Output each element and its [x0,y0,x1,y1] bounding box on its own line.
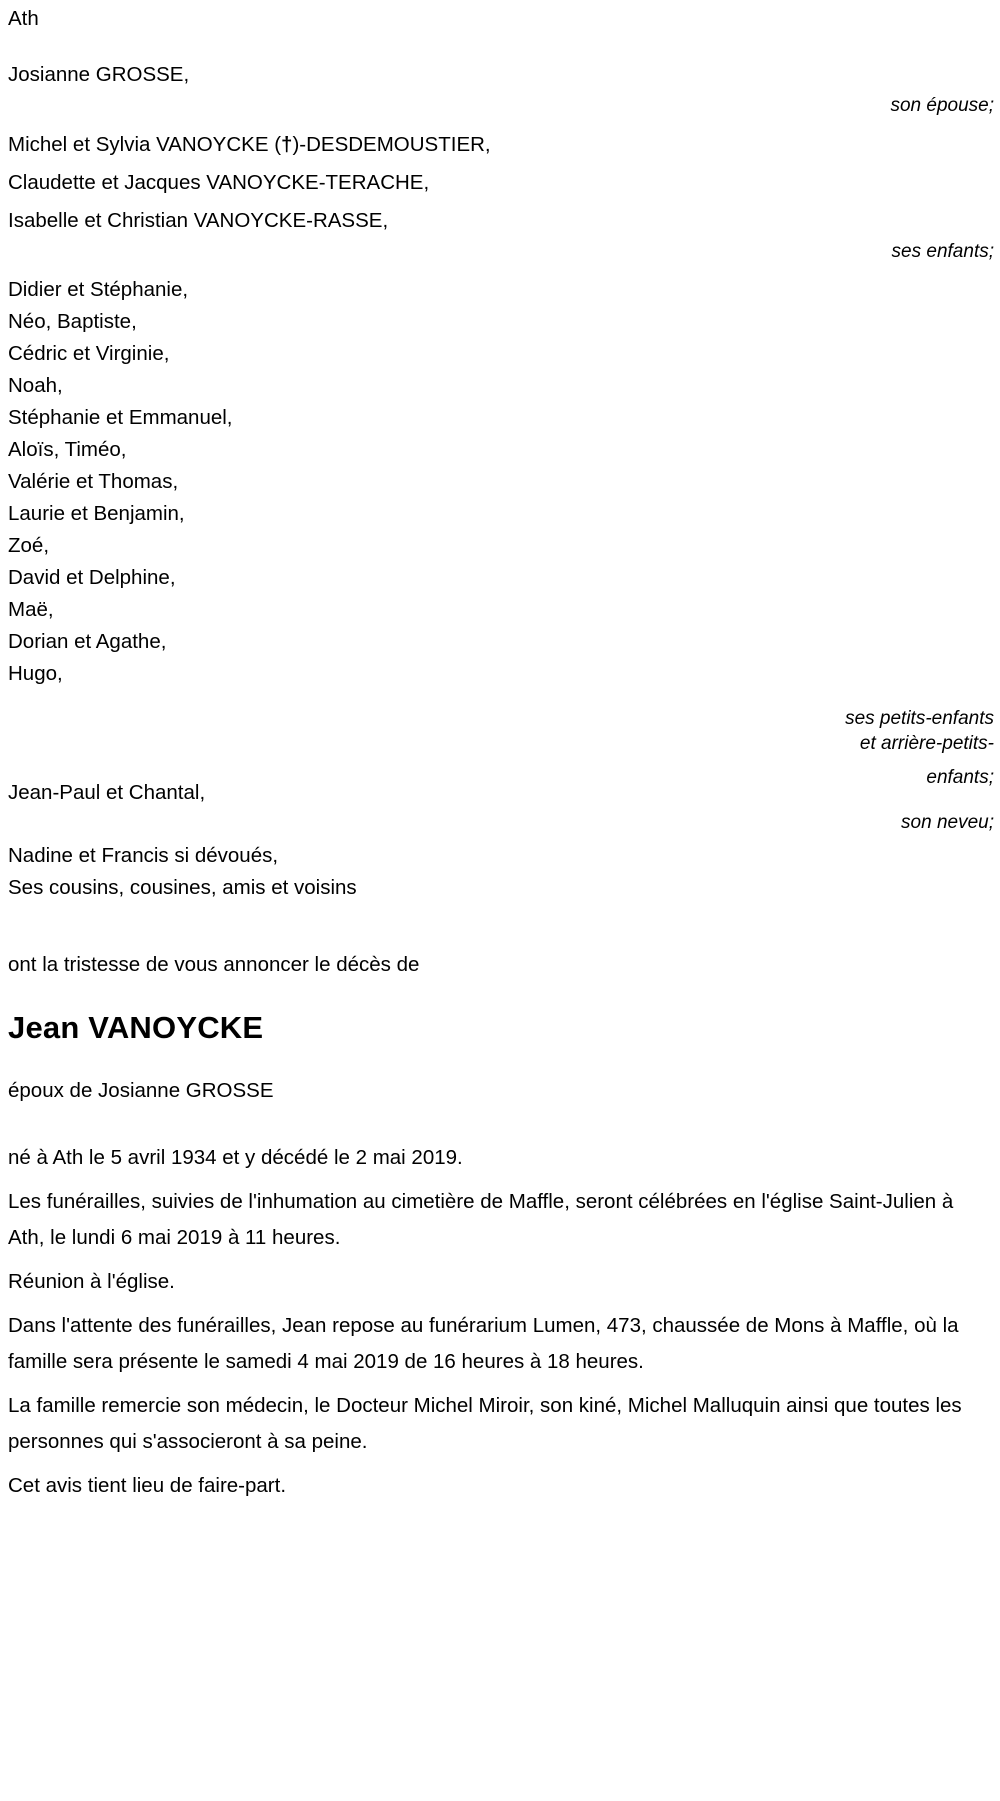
nephew-name: Jean-Paul et Chantal, [8,781,206,804]
other-entry: Ses cousins, cousines, amis et voisins [8,876,357,899]
spacer [0,904,1000,946]
relation-grandchildren-line1: ses petits-enfants [845,708,994,729]
spacer [0,1380,1000,1388]
grandchild-entry: Néo, Baptiste, [8,310,137,333]
grandchild-entry: Cédric et Virginie, [8,342,170,365]
relation-children: ses enfants; [891,241,994,262]
relation-spouse: son épouse; [890,95,994,116]
grandchild-entry: Noah, [8,374,63,397]
grandchild-entry: Zoé, [8,534,50,557]
paragraph-visitation: Dans l'attente des funérailles, Jean repose au funérarium Lumen, 473, chaussée de Mons à Maffle, où la famille sera présente le samedi 4 mai 2019 de 16 heures à 18 heures. [8,1314,959,1373]
nephew-block [0,774,1000,833]
children-block [0,126,1000,262]
paragraph-funeral: Les funérailles, suivies de l'inhumation au cimetière de Maffle, seront célébrées en l'église Saint-Julien à Ath, le lundi 6 mai 2019 à 11 heures. [8,1190,954,1249]
spacer [0,812,1000,840]
other-entry: Nadine et Francis si dévoués, [8,844,279,867]
grandchild-entry: Stéphanie et Emmanuel, [8,406,233,429]
spouse-of-text: époux de Josianne GROSSE [8,1079,274,1102]
spacer [0,240,1000,274]
relation-nephew: son neveu; [901,812,994,833]
grandchild-entry: David et Delphine, [8,566,176,589]
paragraph-thanks: La famille remercie son médecin, le Docteur Michel Miroir, son kiné, Michel Malluquin ainsi que toutes les personnes qui s'associeront à sa peine. [8,1394,962,1453]
city-text: Ath [8,7,39,30]
spacer [0,984,1000,1008]
spacer [0,1300,1000,1308]
spacer [0,1176,1000,1184]
relation-grandchildren-line2: et arrière-petits- [859,733,994,754]
child-name-prefix: Michel et Sylvia VANOYCKE ( [8,133,282,156]
grandchild-entry: Dorian et Agathe, [8,630,167,653]
grandchild-entry: Aloïs, Timéo, [8,438,127,461]
relation-grandchildren-line3: enfants; [926,767,994,788]
child-entry-2: Claudette et Jacques VANOYCKE-TERACHE, [8,171,430,194]
spacer [0,38,1000,56]
spouse-name: Josianne GROSSE, [8,63,190,86]
grandchild-entry: Maë, [8,598,54,621]
city-line [0,0,1000,38]
spacer [0,1256,1000,1264]
paragraph-birth-death: né à Ath le 5 avril 1934 et y décédé le 2 mai 2019. [8,1146,463,1169]
announcement-text: ont la tristesse de vous annoncer le décès de [8,953,420,976]
deceased-name: Jean VANOYCKE [8,1010,264,1045]
child-entry-3: Isabelle et Christian VANOYCKE-RASSE, [8,209,389,232]
spacer [0,1460,1000,1468]
grandchildren-block [0,274,1000,788]
spacer [0,1048,1000,1074]
child-entry-1 [8,126,994,164]
spouse-block [0,56,1000,116]
paragraph-reunion: Réunion à l'église. [8,1270,175,1293]
others-block [0,840,1000,904]
child-name-suffix: )-DESDEMOUSTIER, [292,133,491,156]
spacer [0,94,1000,126]
grandchild-entry: Didier et Stéphanie, [8,278,189,301]
announcement-block [0,946,1000,984]
grandchild-entry: Hugo, [8,662,63,685]
dagger-icon: † [281,133,293,156]
grandchild-entry: Laurie et Benjamin, [8,502,185,525]
paragraph-notice: Cet avis tient lieu de faire-part. [8,1474,287,1497]
grandchild-entry: Valérie et Thomas, [8,470,179,493]
spacer [0,1108,1000,1140]
